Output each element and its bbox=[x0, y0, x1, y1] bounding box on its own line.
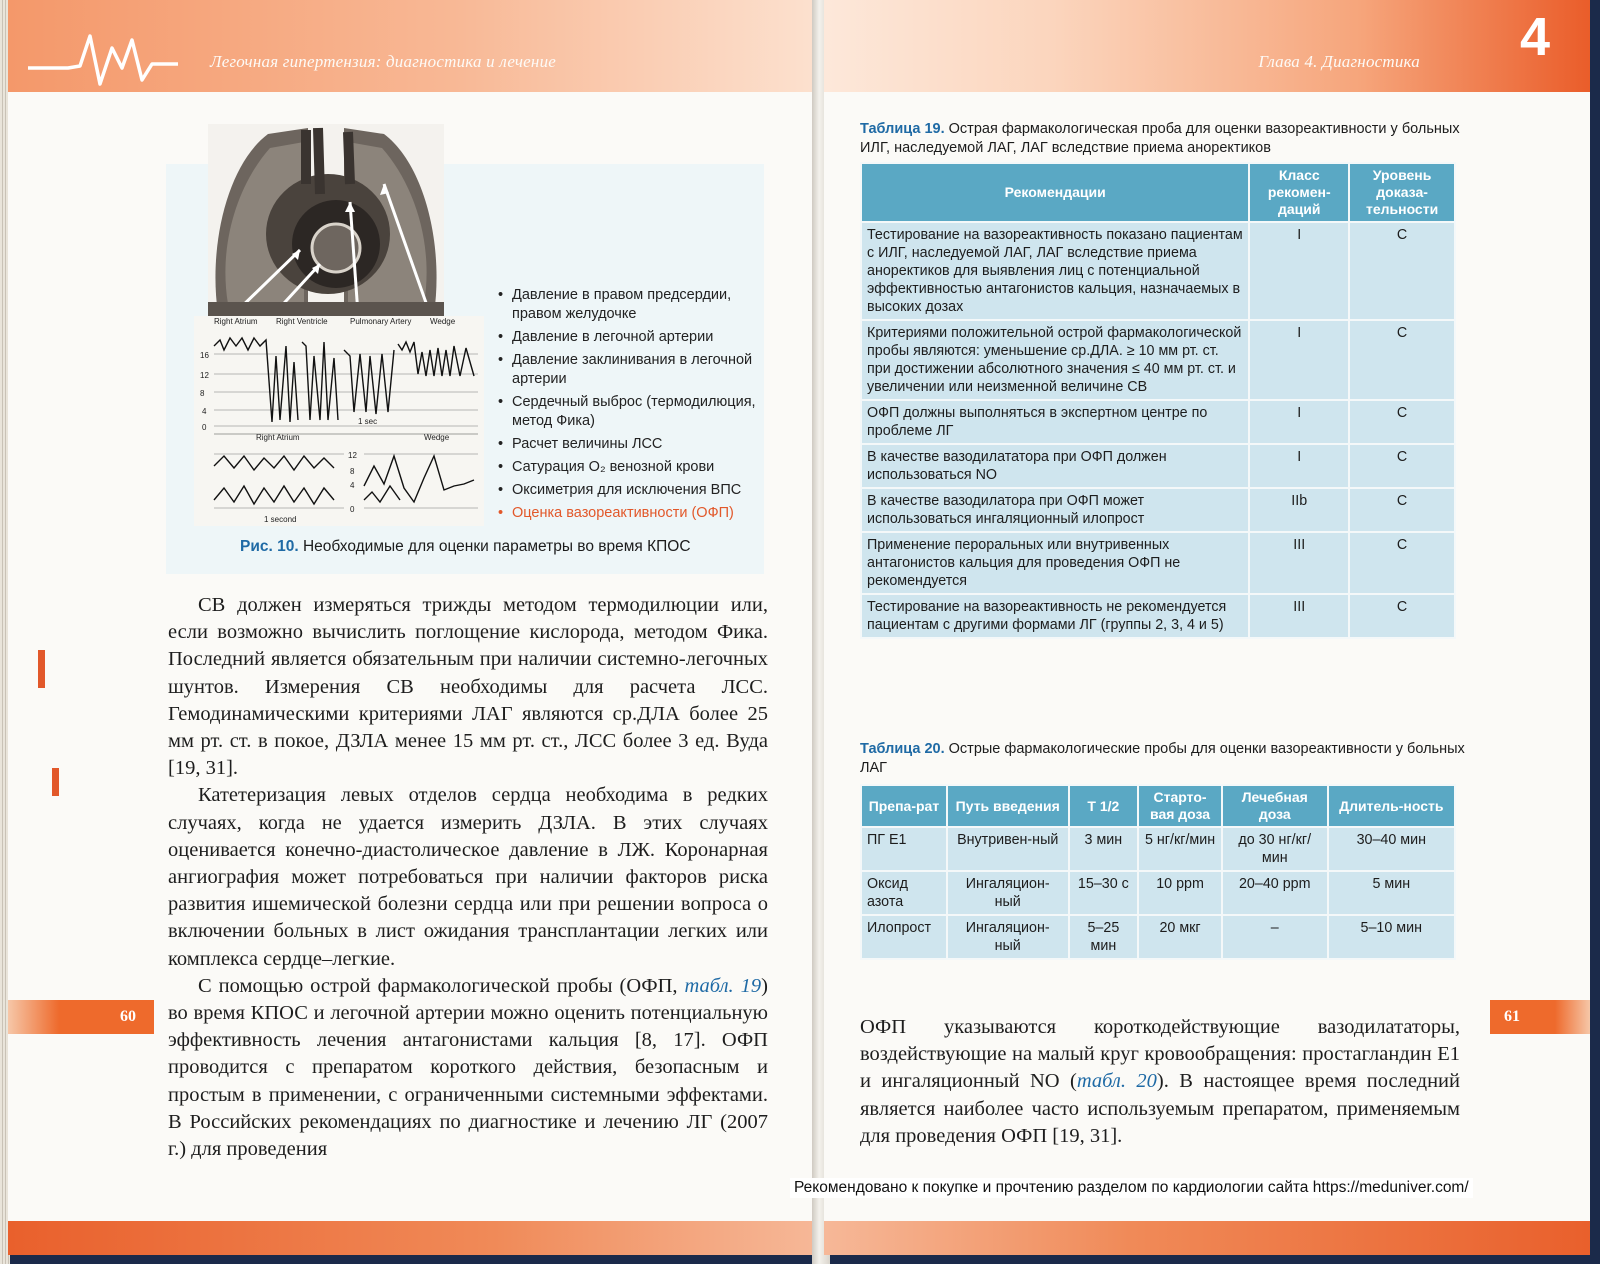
svg-text:Right Atrium: Right Atrium bbox=[256, 433, 300, 442]
svg-text:8: 8 bbox=[200, 389, 205, 398]
paragraph: СВ должен измеряться трижды методом термодилюции или, если возможно вычислить поглощение кислорода, методом Фика. Последний является обязательным при наличии системно-легочных шунтов. Измерения СВ необходимы для расчета ЛСС. Гемодинамическими критериями ЛАГ являются ср.ДЛА более 25 мм рт. ст. в покое, ДЗЛА менее 15 мм рт. ст., ЛСС более 3 ед. Вуда [19, 31]. bbox=[168, 594, 768, 780]
figure-label: Рис. 10. bbox=[240, 538, 299, 555]
table-19-label: Таблица 19. bbox=[860, 121, 945, 137]
wave-label-right-ventricle: Right Ventricle bbox=[276, 317, 328, 326]
svg-text:1 sec: 1 sec bbox=[358, 417, 378, 426]
column-header: Класс рекомен-даций bbox=[1249, 163, 1349, 222]
page-number-tab bbox=[8, 1000, 154, 1034]
right-footer-bar bbox=[824, 1221, 1590, 1255]
list-item: • Сатурация O₂ венозной крови bbox=[498, 458, 760, 477]
svg-text:Wedge: Wedge bbox=[424, 433, 450, 442]
figure-caption bbox=[240, 538, 691, 556]
svg-text:1 second: 1 second bbox=[264, 515, 297, 524]
list-item-highlighted: • Оценка вазореактивности (ОФП) bbox=[498, 504, 760, 523]
right-page bbox=[824, 0, 1590, 1255]
svg-text:12: 12 bbox=[348, 451, 357, 460]
page-number-tab bbox=[1490, 1000, 1590, 1034]
table-row: Оксид азота Ингаляцион-ный 15–30 с 10 ppm 20–40 ppm 5 мин bbox=[861, 871, 1455, 915]
list-item: • Сердечный выброс (термодилюция, метод Фика) bbox=[498, 393, 760, 431]
list-item: • Давление заклинивания в легочной артерии bbox=[498, 351, 760, 389]
table-19 bbox=[860, 162, 1456, 639]
margin-marker bbox=[38, 650, 45, 688]
paragraph: Катетеризация левых отделов сердца необходима в редких случаях, когда не удается измерить ДЗЛА. В этих случаях оценивается конечно-диастолическое давление в ЛЖ. Коронарная ангиография может потребоваться при наличии факторов риска развития ишемической болезни сердца или при решении вопроса о включении больных в лист ожидания трансплантации легких или комплекса сердце–легкие. bbox=[168, 784, 768, 970]
chapter-number: 4 bbox=[1519, 7, 1550, 67]
table-20-link[interactable]: табл. 20 bbox=[1076, 1070, 1157, 1093]
left-footer-bar bbox=[8, 1221, 818, 1255]
column-header: Уровень доказа-тельности bbox=[1349, 163, 1455, 222]
list-item: • Расчет величины ЛСС bbox=[498, 435, 760, 454]
svg-text:8: 8 bbox=[350, 467, 355, 476]
table-row: ОФП должны выполняться в экспертном центре по проблеме ЛГ I C bbox=[861, 400, 1455, 444]
table-row: ПГ Е1 Внутривен-ный 3 мин 5 нг/кг/мин до 30 нг/кг/мин 30–40 мин bbox=[861, 827, 1455, 871]
column-header: Препа-рат bbox=[861, 785, 947, 827]
page-number: 60 bbox=[120, 1008, 136, 1025]
paragraph: ОФП указываются короткодействующие вазодилататоры, воздействующие на малый круг кровообращения: простагландин Е1 и ингаляционный NO (табл. 20). В настоящее время последний является наиболее часто используемым препаратом, применяемым для проведения ОФП [19, 31]. bbox=[860, 1016, 1461, 1147]
wave-label-wedge: Wedge bbox=[430, 317, 456, 326]
table-20-title: Таблица 20. Острые фармакологические пробы для оценки вазореактивности у больных ЛАГ bbox=[860, 741, 1465, 776]
table-row: Тестирование на вазореактивность не рекомендуется пациентам с другими формами ЛГ (группы 2, 3, 4 и 5) III C bbox=[861, 594, 1455, 638]
margin-marker bbox=[52, 768, 59, 796]
figure-caption-text: Необходимые для оценки параметры во время КПОС bbox=[302, 538, 691, 555]
column-header: Лечебная доза bbox=[1222, 785, 1328, 827]
column-header: Старто-вая доза bbox=[1138, 785, 1222, 827]
table-row: В качестве вазодилатора при ОФП может использоваться ингаляционный илопрост IIb C bbox=[861, 488, 1455, 532]
svg-text:0: 0 bbox=[350, 505, 355, 514]
list-item: • Оксиметрия для исключения ВПС bbox=[498, 481, 760, 500]
running-title: Легочная гипертензия: диагностика и лечение bbox=[210, 52, 557, 71]
column-header: Рекомендации bbox=[861, 163, 1249, 222]
column-header: T 1/2 bbox=[1069, 785, 1139, 827]
watermark-text: Рекомендовано к покупке и прочтению разделом по кардиологии сайта https://meduniver.com/ bbox=[790, 1178, 1473, 1198]
pressure-waveforms bbox=[194, 316, 484, 526]
svg-text:4: 4 bbox=[202, 407, 207, 416]
table-19-title: Таблица 19. Острая фармакологическая проба для оценки вазореактивности у больных ИЛГ, наследуемой ЛАГ, ЛАГ вследствие приема аноректиков bbox=[860, 121, 1460, 156]
wave-label-right-atrium: Right Atrium bbox=[214, 317, 258, 326]
right-header-bar bbox=[824, 0, 1590, 92]
table-row: В качестве вазодилататора при ОФП должен использоваться NO I C bbox=[861, 444, 1455, 488]
svg-text:4: 4 bbox=[350, 481, 355, 490]
figure-parameter-list bbox=[498, 286, 760, 527]
svg-text:16: 16 bbox=[200, 351, 209, 360]
svg-text:0: 0 bbox=[202, 423, 207, 432]
page-number: 61 bbox=[1504, 1008, 1520, 1025]
list-item: • Давление в легочной артерии bbox=[498, 328, 760, 347]
running-title: Глава 4. Диагностика bbox=[1258, 52, 1420, 71]
table-20-label: Таблица 20. bbox=[860, 741, 945, 757]
table-header-row bbox=[861, 163, 1455, 222]
svg-text:12: 12 bbox=[200, 371, 209, 380]
paragraph: С помощью острой фармакологической пробы (ОФП, табл. 19) во время КПОС и легочной артерии можно оценить потенциальную эффективность лечения антагонистами кальция [8, 17]. ОФП проводится с препаратом короткого действия, безопасным и простым в применении, с ограниченными системными эффектами. В Российских рекомендациях по диагностике и лечению ЛГ (2007 г.) для проведения bbox=[168, 974, 768, 1161]
table-row: Илопрост Ингаляцион-ный 5–25 мин 20 мкг – 5–10 мин bbox=[861, 915, 1455, 959]
list-item: • Давление в правом предсердии, правом желудочке bbox=[498, 286, 760, 324]
table-row: Применение пероральных или внутривенных антагонистов кальция для проведения ОФП не рекомендуется III C bbox=[861, 532, 1455, 594]
left-page bbox=[8, 0, 818, 1255]
table-header-row bbox=[861, 785, 1455, 827]
table-20 bbox=[860, 784, 1456, 960]
left-body-text bbox=[168, 592, 768, 1163]
column-header: Длитель-ность bbox=[1328, 785, 1455, 827]
wave-label-pulmonary-artery: Pulmonary Artery bbox=[350, 317, 412, 326]
heartbeat-logo-icon bbox=[28, 18, 178, 88]
right-body-text bbox=[860, 1014, 1460, 1150]
column-header: Путь введения bbox=[947, 785, 1069, 827]
table-row: Тестирование на вазореактивность показано пациентам с ИЛГ, наследуемой ЛАГ, ЛАГ вследствие приема аноректиков для выявления лиц с потенциальной эффективностью антагонистов кальция, назначаемых в высоких дозах I C bbox=[861, 222, 1455, 320]
table-19-link[interactable]: табл. 19 bbox=[684, 974, 762, 997]
heart-catheter-illustration bbox=[208, 124, 444, 320]
table-row: Критериями положительной острой фармакологической пробы являются: уменьшение ср.ДЛА. ≥ 10 мм рт. ст. при достижении абсолютного значения ≤ 40 мм рт. ст. и увеличении или неизменной величине СВ I C bbox=[861, 320, 1455, 400]
